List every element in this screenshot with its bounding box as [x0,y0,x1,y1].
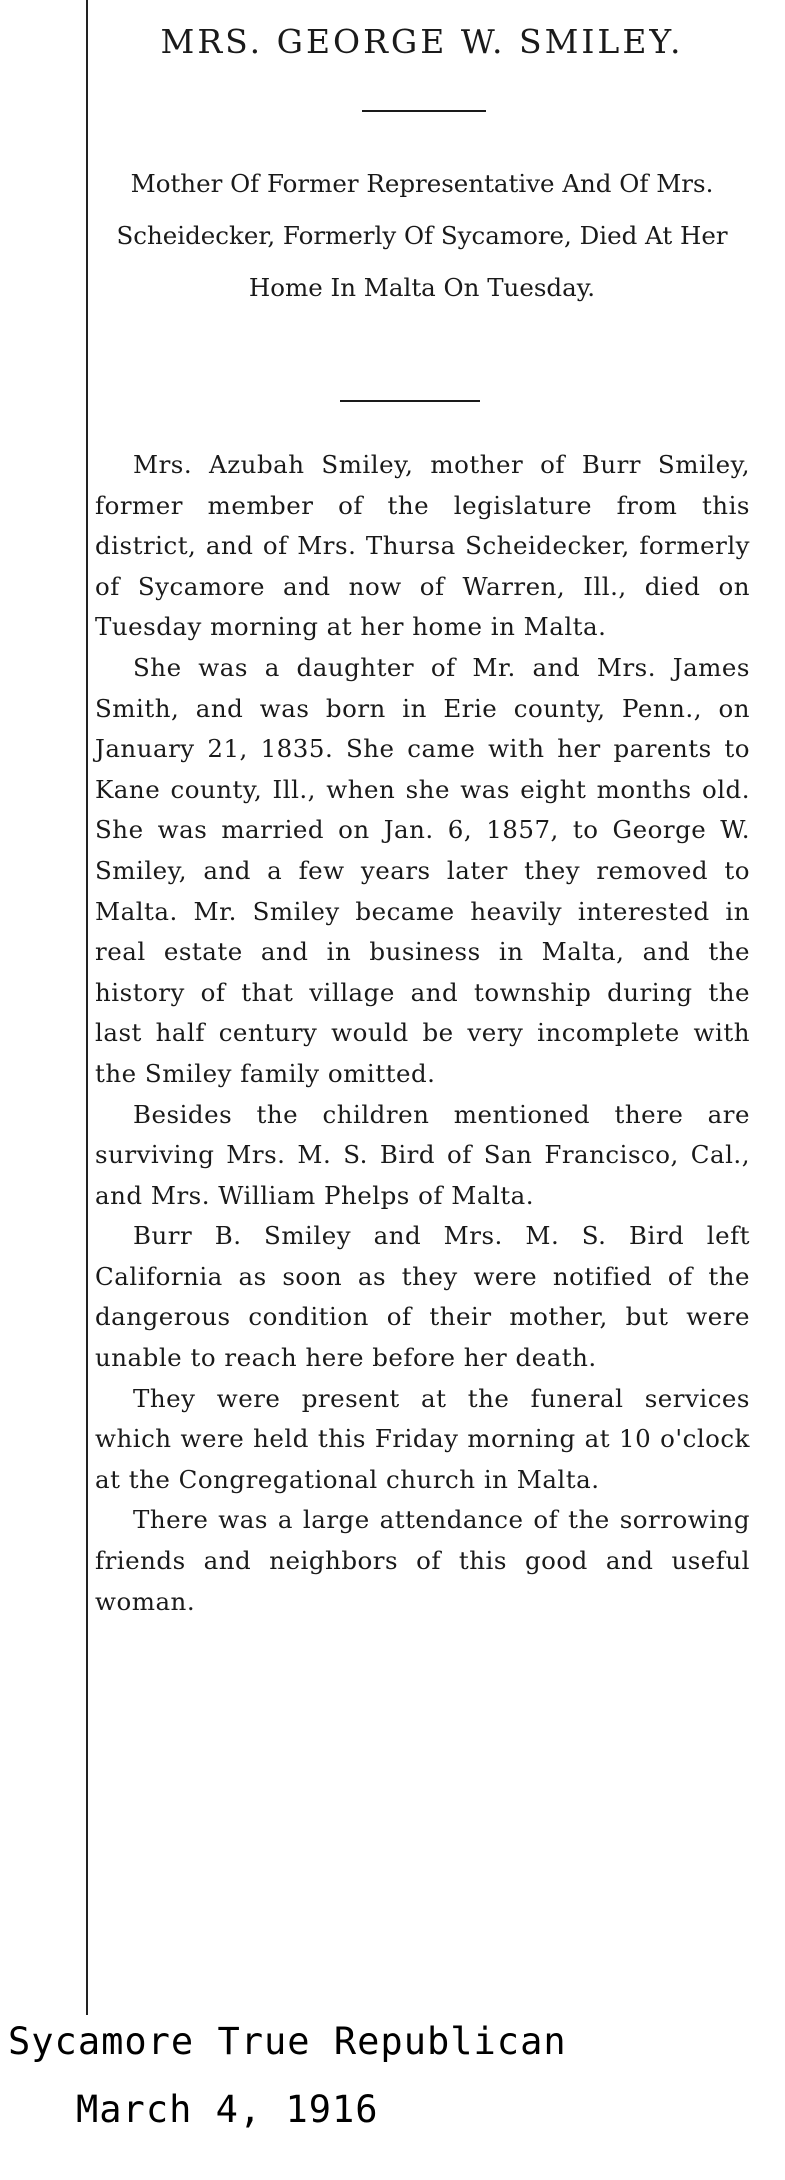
article-paragraph: Besides the children mentioned there are surviving Mrs. M. S. Bird of San Francisco, Cal., and Mrs. William Phelps of Malta. [95,1099,750,1210]
article-paragraph: Burr B. Smiley and Mrs. M. S. Bird left California as soon as they were notified of the dangerous condition of their mother, but were unable to reach here before her death. [95,1221,750,1373]
subheading-separator [340,400,480,402]
article-subheading: Mother Of Former Representative And Of Mrs. Scheidecker, Formerly Of Sycamore, Died At Her Home In Malta On Tuesday. [116,169,728,302]
headline-separator [362,110,486,112]
article-headline: MRS. GEORGE W. SMILEY. [160,22,684,61]
caption-date: March 4, 1916 [76,2088,379,2131]
caption-source: Sycamore True Republican [8,2020,567,2063]
article-paragraph: There was a large attendance of the sorrowing friends and neighbors of this good and useful woman. [95,1505,750,1616]
article-body [95,445,750,1622]
article-paragraph: Mrs. Azubah Smiley, mother of Burr Smiley, former member of the legislature from this district, and of Mrs. Thursa Scheidecker, formerly of Sycamore and now of Warren, Ill., died on Tuesday morning at her home in Malta. [95,450,750,642]
article-paragraph: They were present at the funeral services which were held this Friday morning at 10 o'clock at the Congregational church in Malta. [95,1383,750,1494]
article-paragraph: She was a daughter of Mr. and Mrs. James Smith, and was born in Erie county, Penn., on January 21, 1835. She came with her parents to Kane county, Ill., when she was eight months old. She was married on Jan. 6, 1857, to George W. Smiley, and a few years later they removed to Malta. Mr. Smiley became heavily interested in real estate and in business in Malta, and the history of that village and township during the last half century would be very incomplete with the Smiley family omitted. [95,652,750,1088]
